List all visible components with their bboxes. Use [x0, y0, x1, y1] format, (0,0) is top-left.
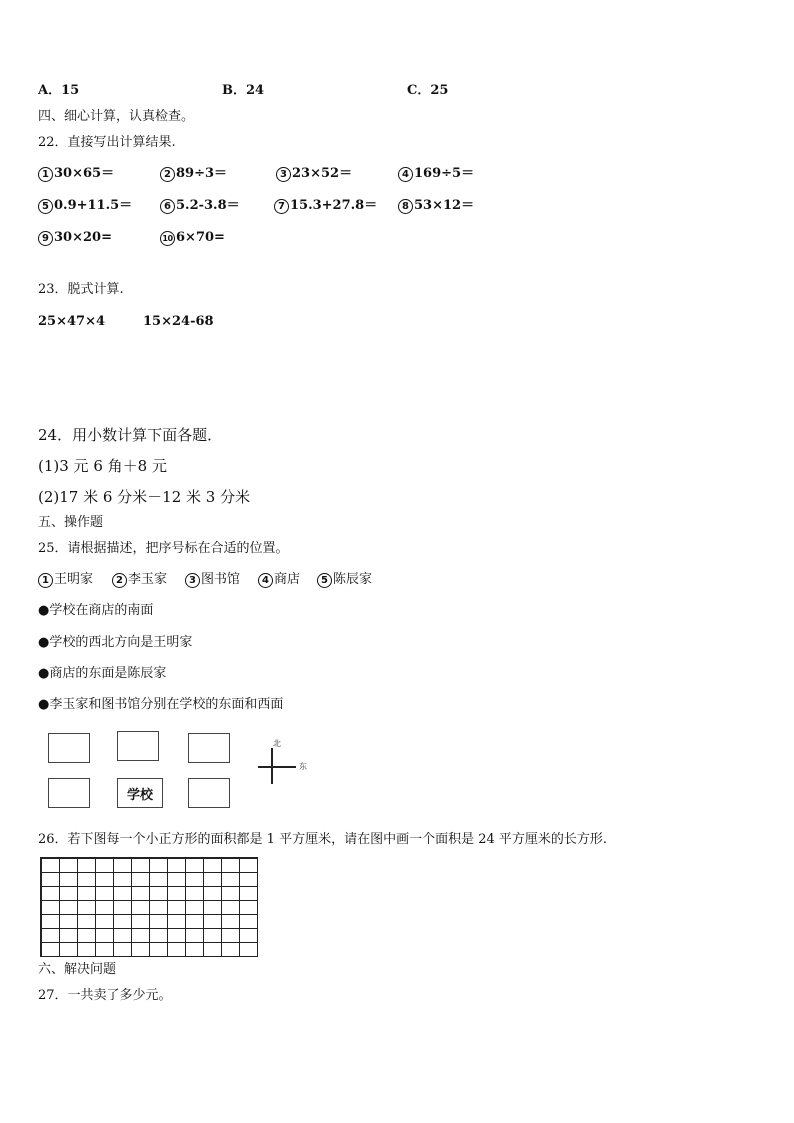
- q22-expr: 15.3+27.8＝: [290, 198, 378, 213]
- place-label: 商店: [274, 572, 301, 587]
- q25-place-2: [112, 572, 167, 588]
- place-label: 陈辰家: [333, 572, 373, 587]
- q22-expr: 0.9+11.5＝: [54, 198, 133, 213]
- q24-title: 24．用小数计算下面各题．: [38, 426, 223, 444]
- q25-clue-2: ●学校的西北方向是王明家: [38, 635, 193, 650]
- choice-c: C．25: [407, 83, 449, 98]
- q23-title: 23．脱式计算.: [38, 282, 124, 297]
- choice-b: B．24: [222, 83, 265, 98]
- q25-place-3: [185, 572, 240, 588]
- q22-title: 22．直接写出计算结果.: [38, 135, 176, 150]
- q25-clue-1: ●学校在商店的南面: [38, 603, 154, 618]
- compass-east-label: 东: [299, 762, 307, 771]
- circled-number: 4: [258, 573, 273, 588]
- q22-item-6: [160, 198, 240, 214]
- q22-expr: 23×52＝: [292, 166, 353, 181]
- q22-item-8: [398, 198, 474, 214]
- map-box-top-left[interactable]: [48, 733, 90, 763]
- circled-number: 1: [38, 167, 53, 182]
- map-box-top-middle[interactable]: [117, 731, 159, 761]
- map-box-bottom-right[interactable]: [188, 778, 230, 808]
- map-box-bottom-left[interactable]: [48, 778, 90, 808]
- q27-title: 27．一共卖了多少元。: [38, 988, 172, 1003]
- circled-number: 4: [398, 167, 413, 182]
- q22-item-1: [38, 166, 114, 182]
- circled-number: 9: [38, 231, 53, 246]
- q25-clue-3: ●商店的东面是陈辰家: [38, 666, 167, 681]
- q22-expr: 89÷3＝: [176, 166, 228, 181]
- q25-place-1: [38, 572, 93, 588]
- circled-number: 2: [160, 167, 175, 182]
- q22-item-4: [398, 166, 474, 182]
- school-box: 学校: [117, 778, 163, 808]
- q22-expr: 6×70=: [176, 230, 225, 245]
- q25-place-5: [317, 572, 372, 588]
- circled-number: 5: [317, 573, 332, 588]
- q24-part-1: (1)3 元 6 角＋8 元: [38, 457, 167, 475]
- section-6-heading: 六、解决问题: [38, 962, 117, 977]
- q24-part-2: (2)17 米 6 分米－12 米 3 分米: [38, 488, 251, 506]
- map-box-top-right[interactable]: [188, 733, 230, 763]
- q22-item-2: [160, 166, 227, 182]
- circled-number: 6: [160, 199, 175, 214]
- section-4-heading: 四、细心计算，认真检查。: [38, 109, 195, 124]
- q22-expr: 30×20=: [54, 230, 112, 245]
- circled-number: 5: [38, 199, 53, 214]
- q22-item-10: [160, 230, 225, 246]
- square-grid[interactable]: [40, 857, 258, 957]
- q26-title: 26．若下图每一个小正方形的面积都是 1 平方厘米，请在图中画一个面积是 24 平方厘米的长方形.: [38, 832, 608, 847]
- q22-expr: 169÷5＝: [414, 166, 475, 181]
- q22-expr: 5.2-3.8＝: [176, 198, 240, 213]
- q22-expr: 53×12＝: [414, 198, 475, 213]
- circled-number: 8: [398, 199, 413, 214]
- place-label: 李玉家: [128, 572, 168, 587]
- circled-number: 3: [185, 573, 200, 588]
- place-label: 图书馆: [201, 572, 241, 587]
- section-5-heading: 五、操作题: [38, 515, 104, 530]
- q22-item-5: [38, 198, 132, 214]
- circled-number: 1: [38, 573, 53, 588]
- q23-expr-2: 15×24-68: [143, 314, 214, 329]
- place-label: 王明家: [54, 572, 94, 587]
- circled-number: 2: [112, 573, 127, 588]
- q25-clue-4: ●李玉家和图书馆分别在学校的东面和西面: [38, 697, 284, 712]
- q25-place-4: [258, 572, 300, 588]
- q22-item-9: [38, 230, 112, 246]
- circled-number: 10: [160, 231, 175, 246]
- q22-item-7: [274, 198, 377, 214]
- compass-north-label: 北: [273, 739, 281, 748]
- compass-east-axis: [258, 766, 296, 768]
- circled-number: 3: [276, 167, 291, 182]
- circled-number: 7: [274, 199, 289, 214]
- q22-expr: 30×65＝: [54, 166, 115, 181]
- q22-item-3: [276, 166, 352, 182]
- choice-a: A．15: [38, 83, 80, 98]
- q23-expr-1: 25×47×4: [38, 314, 106, 329]
- q25-title: 25．请根据描述，把序号标在合适的位置。: [38, 541, 289, 556]
